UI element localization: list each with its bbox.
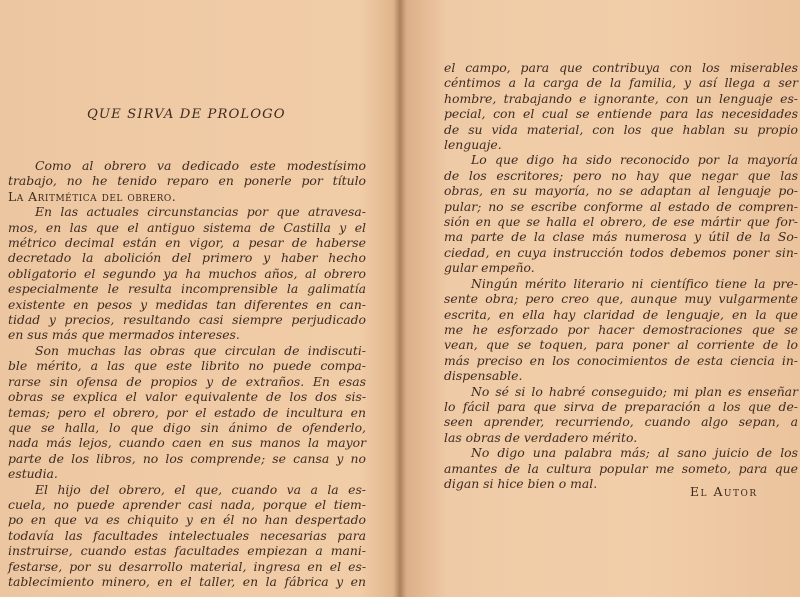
text-line: de su vida material, con los que hablan su propio — [444, 121, 798, 137]
text-line: hombre, trabajando e ignorante, con un lenguaje es- — [444, 90, 798, 106]
text-line: parte de los libros, no los comprende; se cansa y no — [8, 450, 366, 466]
right-page — [402, 0, 800, 597]
text-line: estudia. — [8, 466, 58, 482]
author-signature: El Autor — [690, 484, 758, 499]
text-line: ma parte de la clase más numerosa y útil de la So- — [444, 229, 798, 245]
text-line: tidad y precios, resultando casi siempre perjudicado — [8, 312, 366, 328]
text-line: No sé si lo habré conseguido; mi plan es enseñar — [471, 383, 798, 399]
text-line: me he esforzado por hacer demostraciones que se — [444, 321, 798, 337]
text-line: de los escritores; pero no hay que negar que las — [444, 167, 798, 183]
text-line: rarse sin ofensa de propios y de extraños. En esas — [8, 373, 366, 389]
text-line: seen aprender, recurriendo, cuando algo sepan, a — [444, 414, 798, 430]
text-line: sión en que se halla el obrero, de ese mártir que for- — [444, 214, 798, 230]
text-line: nada más lejos, cuando caen en sus manos la mayor — [8, 435, 366, 451]
right-page-text — [444, 60, 798, 491]
text-line: pecial, con el cual se entiende para las necesidades — [444, 106, 798, 122]
text-line: especialmente le resulta incomprensible la galimatía — [8, 281, 366, 297]
text-line: vean, que se toquen, para poner al corriente de lo — [444, 337, 798, 353]
text-line: en sus más que mermados intereses. — [8, 327, 240, 343]
text-line: Ningún mérito literario ni científico tiene la pre- — [471, 275, 798, 291]
text-line: instruirse, cuando estas facultades empiezan a mani- — [8, 543, 366, 559]
text-line: amantes de la cultura popular me someto, para que — [444, 460, 798, 476]
text-line: ble mérito, a las que este librito no puede compa- — [8, 358, 366, 374]
text-line: decretado la abolición del primero y haber hecho — [8, 250, 366, 266]
text-line: mos, en las que el antiguo sistema de Castilla y el — [8, 219, 366, 235]
text-line: obligatorio el segundo ya ha muchos años, al obrero — [8, 265, 366, 281]
text-line: Son muchas las obras que circulan de indiscuti- — [35, 342, 366, 358]
text-line: obras se explica el valor equivalente de los dos sis- — [8, 389, 366, 405]
text-line: ciedad, en cuya instrucción todos debemos poner sin- — [444, 244, 798, 260]
text-line: céntimos a la carga de la familia, y así llega a ser — [444, 75, 798, 91]
text-line: El hijo del obrero, el que, cuando va a la es- — [35, 481, 366, 497]
text-line: dispensable. — [444, 368, 523, 384]
text-line: po en que va es chiquito y en él no han despertado — [8, 512, 366, 528]
text-line: tablecimiento minero, en el taller, en la fábrica y en — [8, 573, 366, 589]
text-line: más preciso en los conocimientos de esta ciencia in- — [444, 352, 798, 368]
text-line: pular; no se escribe conforme al estado de compren- — [444, 198, 798, 214]
text-line: Lo que digo ha sido reconocido por la mayoría — [471, 152, 798, 168]
left-page — [0, 0, 398, 597]
text-line: métrico decimal están en vigor, a pesar de haberse — [8, 235, 366, 251]
text-line: cuela, no puede aprender casi nada, porque el tiem- — [8, 496, 366, 512]
text-line: todavía las facultades intelectuales necesarias para — [8, 527, 366, 543]
text-line: No digo una palabra más; al sano juicio de los — [471, 445, 798, 461]
text-line: lo fácil para que sirva de preparación a los que de- — [444, 398, 798, 414]
book-title-line: La Aritmética del obrero. — [8, 188, 177, 204]
text-line: gular empeño. — [444, 260, 535, 276]
text-line: trabajo, no he tenido reparo en ponerle por título — [8, 173, 366, 189]
text-line: temas; pero el obrero, por el estado de incultura en — [8, 404, 366, 420]
left-page-text — [8, 158, 366, 589]
text-line: el campo, para que contribuya con los miserables — [444, 60, 798, 75]
text-line: escrita, en ella hay claridad de lenguaje, en la que — [444, 306, 798, 322]
text-line: existente en pesos y medidas tan diferentes en can- — [8, 296, 366, 312]
text-line: En las actuales circunstancias por que atravesa- — [35, 204, 366, 220]
page-title: QUE SIRVA DE PROLOGO — [87, 107, 286, 122]
text-line: las obras de verdadero mérito. — [444, 429, 638, 445]
text-line: digan si hice bien o mal. — [444, 475, 598, 491]
text-line: obras, en su mayoría, no se adaptan al lenguaje po- — [444, 183, 798, 199]
text-line: Como al obrero va dedicado este modestísimo — [35, 158, 366, 173]
text-line: sente obra; pero creo que, aunque muy vulgarmente — [444, 291, 798, 307]
text-line: lenguaje. — [444, 137, 502, 153]
text-line: festarse, por su desarrollo material, ingresa en el es- — [8, 558, 366, 574]
text-line: que se halla, lo que digo sin ánimo de ofenderlo, — [8, 419, 366, 435]
